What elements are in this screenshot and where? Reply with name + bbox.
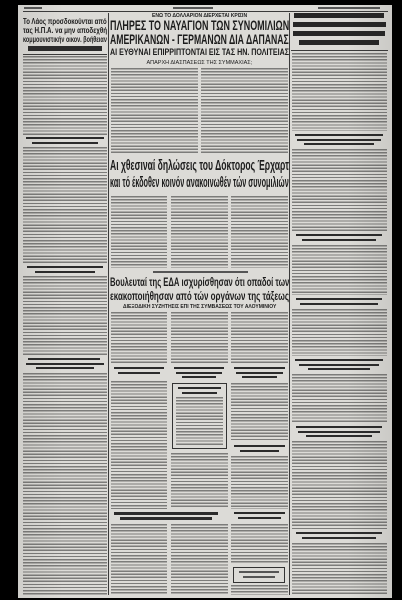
left-subheadline-line: [35, 271, 95, 273]
lead-body-text: [111, 68, 198, 155]
right-top-story-rule: [291, 50, 388, 51]
third-deck: ΔΙΕΞΟΔΙΚΗ ΣΥΖΗΤΗΣΙΣ ΕΠΙ ΤΗΣ ΣΥΜΒΑΣΕΩΣ ΤΟΥ ΑΛΟΥΜΙΝΙΟΥ: [123, 304, 277, 310]
lead-headline-line-2: ΑΜΕΡΙΚΑΝΩΝ - ΓΕΡΜΑΝΩΝ ΔΙΑ ΔΑΠΑΝΑΣ: [110, 32, 289, 46]
third-kicker: [153, 271, 248, 273]
second-body-text: [171, 196, 228, 268]
bottom-body-text: [231, 585, 288, 595]
bottom-headline-line: [238, 517, 281, 519]
right-subheadline-line: [296, 234, 382, 236]
center-body-text: [231, 383, 288, 441]
right-body-text: [292, 543, 387, 595]
bottom-headline-line: [234, 512, 285, 514]
center-subheadline-line: [234, 367, 285, 369]
boxed-news-item: [233, 567, 285, 583]
left-top-headline-line-3: κομμουνιστικήν οικον. βοήθειαν: [23, 35, 107, 44]
third-headline-line-2: εκακοποιήθησαν από τών οργάνων της τάξεως: [110, 290, 289, 303]
right-body-text: [292, 149, 387, 231]
center-subheadline-line: [114, 367, 164, 369]
third-body-text: [231, 312, 288, 364]
right-subheadline-line: [295, 359, 383, 361]
center-body-text: [171, 453, 228, 509]
right-subheadline-line: [304, 143, 374, 145]
newspaper-name-text: [173, 7, 213, 9]
right-body-text: [292, 441, 387, 529]
third-body-text: [171, 312, 228, 364]
center-body-text: [231, 456, 288, 509]
newspaper-page: [18, 5, 392, 598]
bottom-body-text: [111, 524, 167, 595]
left-subheadline-line: [26, 363, 104, 365]
right-body-text: [292, 374, 387, 423]
right-subheadline-line: [296, 426, 382, 428]
left-body-text: [23, 276, 107, 355]
bottom-body-text: [231, 524, 288, 564]
lead-subheadline: ΑΙ ΕΥΘΥΝΑΙ ΕΠΙΡΡΙΠΤΟΝΤΑΙ ΕΙΣ ΤΑΣ ΗΝ. ΠΟΛΙΤΕΙΑΣ: [110, 48, 289, 58]
left-top-story-rule: [23, 54, 107, 55]
right-subheadline-line: [306, 435, 372, 437]
right-subheadline-line: [296, 532, 382, 534]
center-subheadline-line: [236, 372, 283, 374]
left-top-headline-line-1: Το Λάος προσδοκούνται από: [23, 17, 107, 26]
left-subheadline-line: [36, 367, 94, 369]
bottom-headline-line: [120, 517, 212, 520]
left-body-text: [23, 373, 107, 595]
boxed-item-text: [176, 397, 223, 446]
column-rule-right: [289, 13, 290, 595]
center-body-text: [111, 381, 167, 509]
bottom-headline-line: [114, 512, 218, 515]
boxed-item-heading: [182, 392, 217, 394]
bottom-body-text: [171, 524, 228, 595]
right-subheadline-line: [302, 239, 376, 241]
third-headline-line-1: Βουλευταί της ΕΔΑ ισχυρίσθησαν ότι οπαδοί των: [110, 276, 289, 289]
second-headline-line-1: Αι χθεσιναί δηλώσεις του Δόκτορος Έρχαρτ: [110, 158, 289, 174]
lead-kicker: ΕΝΩ ΤΟ ΔΟΛΛΑΡΙΟΝ ΔΙΕΡΧΕΤΑΙ ΚΡΙΣΙΝ: [152, 12, 248, 19]
lead-body-text: [201, 68, 288, 155]
center-subheadline-line: [182, 376, 216, 378]
right-subheadline-line: [296, 298, 382, 300]
center-subheadline-line: [176, 372, 222, 374]
right-body-text: [292, 245, 387, 295]
left-subheadline-line: [27, 266, 103, 268]
right-body-text: [292, 53, 387, 131]
center-subheadline-line: [240, 450, 279, 452]
left-subheadline-line: [32, 142, 98, 144]
third-body-text: [111, 312, 167, 364]
right-subheadline-line: [297, 139, 381, 141]
column-rule-left: [108, 13, 109, 595]
left-top-headline-line-2: τας Η.Π.Α. να μην αποδεχθή: [23, 26, 107, 35]
right-subheadline-line: [299, 364, 379, 366]
right-subheadline-line: [295, 134, 383, 136]
right-subheadline-line: [308, 368, 370, 370]
right-subheadline-line: [300, 303, 378, 305]
left-body-text: [23, 147, 107, 263]
right-subheadline-line: [298, 431, 380, 433]
page-number-text: [24, 7, 42, 9]
center-subheadline-line: [118, 372, 160, 374]
second-headline-line-2: και τό έκδοθεν κοινόν ανακοινωθέν τών συνομιλιών: [110, 175, 289, 191]
right-top-headline-line: [294, 13, 384, 18]
masthead-rule: [23, 11, 388, 12]
boxed-item-heading: [239, 571, 279, 573]
lead-headline-line-1: ΠΛΗΡΕΣ ΤΟ ΝΑΥΑΓΙΟΝ ΤΩΝ ΣΥΝΟΜΙΛΙΩΝ: [110, 18, 289, 32]
right-top-headline-line: [293, 31, 385, 36]
boxed-item-heading: [243, 576, 275, 578]
right-subheadline-line: [302, 537, 376, 539]
boxed-item-heading: [178, 387, 221, 389]
center-subheadline-line: [242, 376, 277, 378]
right-top-headline-line: [293, 22, 386, 27]
left-subheadline-line: [28, 358, 100, 360]
boxed-news-item: [172, 383, 227, 449]
second-body-text: [111, 196, 167, 268]
issue-date-text: [318, 7, 380, 9]
center-subheadline-line: [234, 445, 285, 447]
right-body-text: [292, 309, 387, 356]
left-body-text: [23, 56, 107, 135]
center-subheadline-line: [174, 367, 224, 369]
left-subheadline-line: [26, 137, 104, 139]
lead-deck: ΑΠΑΡΧΗ ΔΙΑΣΠΑΣΕΩΣ ΤΗΣ ΣΥΜΜΑΧΙΑΣ;: [146, 60, 253, 66]
second-body-text: [231, 196, 288, 268]
right-top-headline-line: [299, 40, 379, 45]
left-top-headline-subline: [28, 46, 102, 51]
